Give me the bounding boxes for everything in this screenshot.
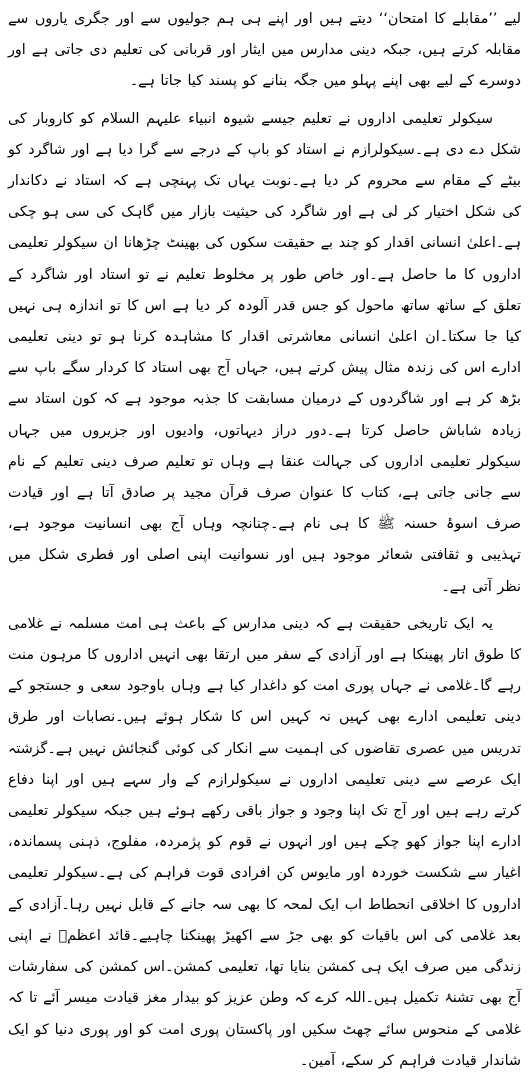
paragraph-historical-fact: یہ ایک تاریخی حقیقت ہے کہ دینی مدارس کے باعث ہی امت مسلمہ نے غلامی کا طوق اتار پھینکا ہے اور آزادی کے سفر میں ارتقا بھی انہیں اداروں کا مرہون منت رہے گا۔غلامی نے جہاں پوری امت کو داغدار کیا ہے وہاں باوجود سعی و جستجو کے دینی تعلیمی ادارے بھی کہیں نہ کہیں اس کا شکار ہوئے ہیں۔نصابات اور طرق تدریس میں عصری تقاضوں کی اہمیت سے انکار کی کوئی گنجائش نہیں ہے۔گزشتہ ایک عرصے سے دینی تعلیمی اداروں نے سیکولرازم کے وار سہے ہیں اور اپنا دفاع کرتے رہے ہیں اور آج تک اپنا وجود و جواز باقی رکھے ہوئے ہیں جبکہ سیکولر تعلیمی ادارے اپنا جواز کھو چکے ہیں اور انہوں نے قوم کو پژمردہ، مفلوج، ذہنی پسماندہ، اغیار سے شکست خوردہ اور مایوس کن افرادی قوت فراہم کی ہے۔سیکولر تعلیمی اداروں کا اخلاقی انحطاط اب ایک لمحہ کا بھی سہ جانے کے قابل نہیں رہا۔آزادی کے بعد غلامی کی اس باقیات کو بھی جڑ سے اکھیڑ پھینکنا چاہیے۔قائد اعظمؒ نے اپنی زندگی میں صرف ایک ہی کمشن بنایا تھا، تعلیمی کمشن۔اس کمشن کی سفارشات آج بھی تشنۂ تکمیل ہیں۔اللہ کرے کہ وطن عزیز کو بیدار مغز قیادت میسر آئے تا کہ غلامی کے منحوس سائے چھٹ سکیں اور پاکستان پوری امت کو اور پوری دنیا کو ایک شاندار قیادت فراہم کر سکے، آمین۔ [8,615,521,1069]
paragraph-opening: لیے ’’مقابلے کا امتحان‘‘ دیتے ہیں اور اپنے ہی ہم جولیوں سے اور جگری یاروں سے مقابلہ کرتے ہیں، جبکہ دینی مدارس میں ایثار اور قربانی کی تعلیم دی جاتی ہے اور دوسرے کے لیے بھی اپنے پہلو میں جگہ بنانے کو پسند کیا جاتا ہے۔ [8,11,521,90]
paragraph-secular-institutions: سیکولر تعلیمی اداروں نے تعلیم جیسے شیوہ انبیاء علیہم السلام کو کاروبار کی شکل دے دی ہے۔سیکولرازم نے استاد کو باپ کے درجے سے گرا دیا ہے اور شاگرد کو بیٹے کے مقام سے محروم کر دیا ہے۔نوبت یہاں تک پہنچی ہے کہ استاد نے دکاندار کی شکل اختیار کر لی ہے اور شاگرد کی حیثیت بازار میں گاہک کی سی ہو چکی ہے۔اعلیٰ انسانی اقدار کو چند بے حقیقت سکوں کی بھینٹ چڑھانا ان سیکولر تعلیمی اداروں کا ما حاصل ہے۔اور خاص طور پر مخلوط تعلیم نے تو استاد اور شاگرد کے تعلق کے ساتھ ساتھ ماحول کو جس قدر آلودہ کر دیا ہے اس کا تو اندازہ ہی نہیں کیا جا سکتا۔ان اعلیٰ انسانی معاشرتی اقدار کا مشاہدہ کرنا ہو تو دینی تعلیمی ادارے اس کی زندہ مثال پیش کرتے ہیں، جہاں آج بھی استاد کا کردار سگے باپ سے بڑھ کر ہے اور شاگردوں کے درمیان مسابقت کا جذبہ موجود ہے کہ کون استاد سے زیادہ شاباش حاصل کرتا ہے۔دور دراز دیہاتوں، وادیوں اور جزیروں میں جہاں سیکولر تعلیمی اداروں کی جہالت عنقا ہے وہاں تو تعلیم صرف دینی تعلیم کے نام سے جانی جاتی ہے، کتاب کا عنوان صرف قرآن مجید پر صادق آتا ہے اور قیادت صرف اسوۂ حسنہ ﷺ کا ہی نام ہے۔چنانچہ وہاں آج بھی انسانیت موجود ہے، تہذیبی و ثقافتی شعائر موجود ہیں اور نسوانیت اپنی اصلی اور فطری شکل میں نظر آتی ہے۔ [8,110,521,595]
